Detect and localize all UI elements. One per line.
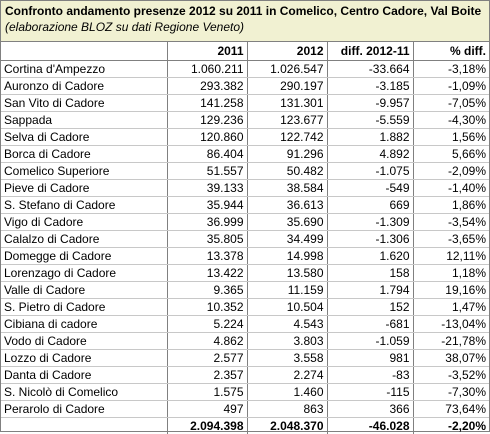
header-row [1, 42, 489, 60]
municipality-cell: Sappada [1, 111, 167, 128]
value-2012-cell: 1.026.547 [247, 60, 327, 77]
municipality-cell: Comelico Superiore [1, 162, 167, 179]
value-2011-cell: 13.422 [167, 264, 247, 281]
total-diff: -46.028 [327, 417, 413, 434]
diff-cell: -1.075 [327, 162, 413, 179]
value-2012-cell: 122.742 [247, 128, 327, 145]
table-row [1, 315, 489, 332]
table-row [1, 145, 489, 162]
value-2011-cell: 13.378 [167, 247, 247, 264]
municipality-cell: Cortina d'Ampezzo [1, 60, 167, 77]
header-diff: diff. 2012-11 [327, 42, 413, 60]
value-2011-cell: 129.236 [167, 111, 247, 128]
value-2012-cell: 290.197 [247, 77, 327, 94]
pct-diff-cell: -7,05% [413, 94, 489, 111]
pct-diff-cell: -1,09% [413, 77, 489, 94]
pct-diff-cell: -7,30% [413, 383, 489, 400]
pct-diff-cell: -21,78% [413, 332, 489, 349]
table-title: Confronto andamento presenze 2012 su 2011 in Comelico, Centro Cadore, Val Boite [5, 4, 482, 18]
table-title-box [1, 1, 489, 42]
diff-cell: 1.794 [327, 281, 413, 298]
value-2011-cell: 141.258 [167, 94, 247, 111]
value-2011-cell: 9.365 [167, 281, 247, 298]
value-2011-cell: 120.860 [167, 128, 247, 145]
pct-diff-cell: -1,40% [413, 179, 489, 196]
table-row [1, 111, 489, 128]
table-row [1, 94, 489, 111]
diff-cell: -83 [327, 366, 413, 383]
total-row [1, 417, 489, 434]
value-2011-cell: 35.944 [167, 196, 247, 213]
value-2012-cell: 3.558 [247, 349, 327, 366]
municipality-cell: Cibiana di cadore [1, 315, 167, 332]
value-2012-cell: 36.613 [247, 196, 327, 213]
table-row [1, 230, 489, 247]
pct-diff-cell: -3,65% [413, 230, 489, 247]
value-2011-cell: 5.224 [167, 315, 247, 332]
value-2012-cell: 91.296 [247, 145, 327, 162]
value-2011-cell: 51.557 [167, 162, 247, 179]
table-body [1, 60, 489, 417]
pct-diff-cell: -3,54% [413, 213, 489, 230]
diff-cell: 1.882 [327, 128, 413, 145]
diff-cell: 669 [327, 196, 413, 213]
diff-cell: 158 [327, 264, 413, 281]
value-2011-cell: 86.404 [167, 145, 247, 162]
diff-cell: 152 [327, 298, 413, 315]
table-row [1, 60, 489, 77]
value-2012-cell: 123.677 [247, 111, 327, 128]
value-2011-cell: 497 [167, 400, 247, 417]
municipality-cell: Selva di Cadore [1, 128, 167, 145]
table-row [1, 366, 489, 383]
value-2011-cell: 1.575 [167, 383, 247, 400]
municipality-cell: S. Nicolò di Comelico [1, 383, 167, 400]
municipality-cell: Pieve di Cadore [1, 179, 167, 196]
table-row [1, 264, 489, 281]
municipality-cell: Borca di Cadore [1, 145, 167, 162]
value-2012-cell: 50.482 [247, 162, 327, 179]
diff-cell: -1.059 [327, 332, 413, 349]
diff-cell: -33.664 [327, 60, 413, 77]
table-row [1, 349, 489, 366]
pct-diff-cell: -4,30% [413, 111, 489, 128]
pct-diff-cell: 1,18% [413, 264, 489, 281]
header-pct-diff: % diff. [413, 42, 489, 60]
municipality-cell: Vodo di Cadore [1, 332, 167, 349]
header-2011: 2011 [167, 42, 247, 60]
pct-diff-cell: 1,47% [413, 298, 489, 315]
value-2012-cell: 3.803 [247, 332, 327, 349]
value-2012-cell: 131.301 [247, 94, 327, 111]
pct-diff-cell: -2,09% [413, 162, 489, 179]
value-2011-cell: 36.999 [167, 213, 247, 230]
value-2011-cell: 10.352 [167, 298, 247, 315]
municipality-cell: San Vito di Cadore [1, 94, 167, 111]
pct-diff-cell: 1,56% [413, 128, 489, 145]
diff-cell: 366 [327, 400, 413, 417]
value-2012-cell: 13.580 [247, 264, 327, 281]
diff-cell: -1.309 [327, 213, 413, 230]
table-source-note: (elaborazione BLOZ su dati Regione Veneto) [5, 20, 245, 34]
municipality-cell: Valle di Cadore [1, 281, 167, 298]
total-label [1, 417, 167, 434]
value-2012-cell: 11.159 [247, 281, 327, 298]
header-2012: 2012 [247, 42, 327, 60]
diff-cell: 4.892 [327, 145, 413, 162]
value-2011-cell: 293.382 [167, 77, 247, 94]
value-2012-cell: 1.460 [247, 383, 327, 400]
municipality-cell: Danta di Cadore [1, 366, 167, 383]
pct-diff-cell: 73,64% [413, 400, 489, 417]
municipality-cell: Auronzo di Cadore [1, 77, 167, 94]
pct-diff-cell: -3,52% [413, 366, 489, 383]
value-2012-cell: 35.690 [247, 213, 327, 230]
value-2012-cell: 863 [247, 400, 327, 417]
value-2011-cell: 35.805 [167, 230, 247, 247]
value-2011-cell: 2.357 [167, 366, 247, 383]
table-row [1, 179, 489, 196]
pct-diff-cell: 38,07% [413, 349, 489, 366]
total-2011: 2.094.398 [167, 417, 247, 434]
value-2011-cell: 39.133 [167, 179, 247, 196]
municipality-cell: Calalzo di Cadore [1, 230, 167, 247]
table-row [1, 128, 489, 145]
municipality-cell: S. Pietro di Cadore [1, 298, 167, 315]
diff-cell: -549 [327, 179, 413, 196]
table-row [1, 298, 489, 315]
table-row [1, 247, 489, 264]
value-2012-cell: 34.499 [247, 230, 327, 247]
table-row [1, 332, 489, 349]
table-row [1, 162, 489, 179]
diff-cell: -681 [327, 315, 413, 332]
value-2012-cell: 14.998 [247, 247, 327, 264]
value-2011-cell: 4.862 [167, 332, 247, 349]
value-2012-cell: 10.504 [247, 298, 327, 315]
table-row [1, 383, 489, 400]
value-2011-cell: 2.577 [167, 349, 247, 366]
diff-cell: -115 [327, 383, 413, 400]
pct-diff-cell: -13,04% [413, 315, 489, 332]
table-row [1, 196, 489, 213]
pct-diff-cell: 19,16% [413, 281, 489, 298]
data-grid [1, 42, 489, 434]
value-2012-cell: 38.584 [247, 179, 327, 196]
table-row [1, 213, 489, 230]
value-2012-cell: 4.543 [247, 315, 327, 332]
value-2011-cell: 1.060.211 [167, 60, 247, 77]
municipality-cell: Lorenzago di Cadore [1, 264, 167, 281]
total-2012: 2.048.370 [247, 417, 327, 434]
pct-diff-cell: -3,18% [413, 60, 489, 77]
pct-diff-cell: 5,66% [413, 145, 489, 162]
municipality-cell: Vigo di Cadore [1, 213, 167, 230]
diff-cell: -5.559 [327, 111, 413, 128]
value-2012-cell: 2.274 [247, 366, 327, 383]
pct-diff-cell: 1,86% [413, 196, 489, 213]
diff-cell: -3.185 [327, 77, 413, 94]
pct-diff-cell: 12,11% [413, 247, 489, 264]
diff-cell: -9.957 [327, 94, 413, 111]
municipality-cell: S. Stefano di Cadore [1, 196, 167, 213]
municipality-cell: Domegge di Cadore [1, 247, 167, 264]
table-row [1, 77, 489, 94]
total-pct-diff: -2,20% [413, 417, 489, 434]
municipality-cell: Lozzo di Cadore [1, 349, 167, 366]
header-municipality [1, 42, 167, 60]
municipality-cell: Perarolo di Cadore [1, 400, 167, 417]
diff-cell: -1.306 [327, 230, 413, 247]
table-row [1, 400, 489, 417]
table-row [1, 281, 489, 298]
diff-cell: 981 [327, 349, 413, 366]
diff-cell: 1.620 [327, 247, 413, 264]
